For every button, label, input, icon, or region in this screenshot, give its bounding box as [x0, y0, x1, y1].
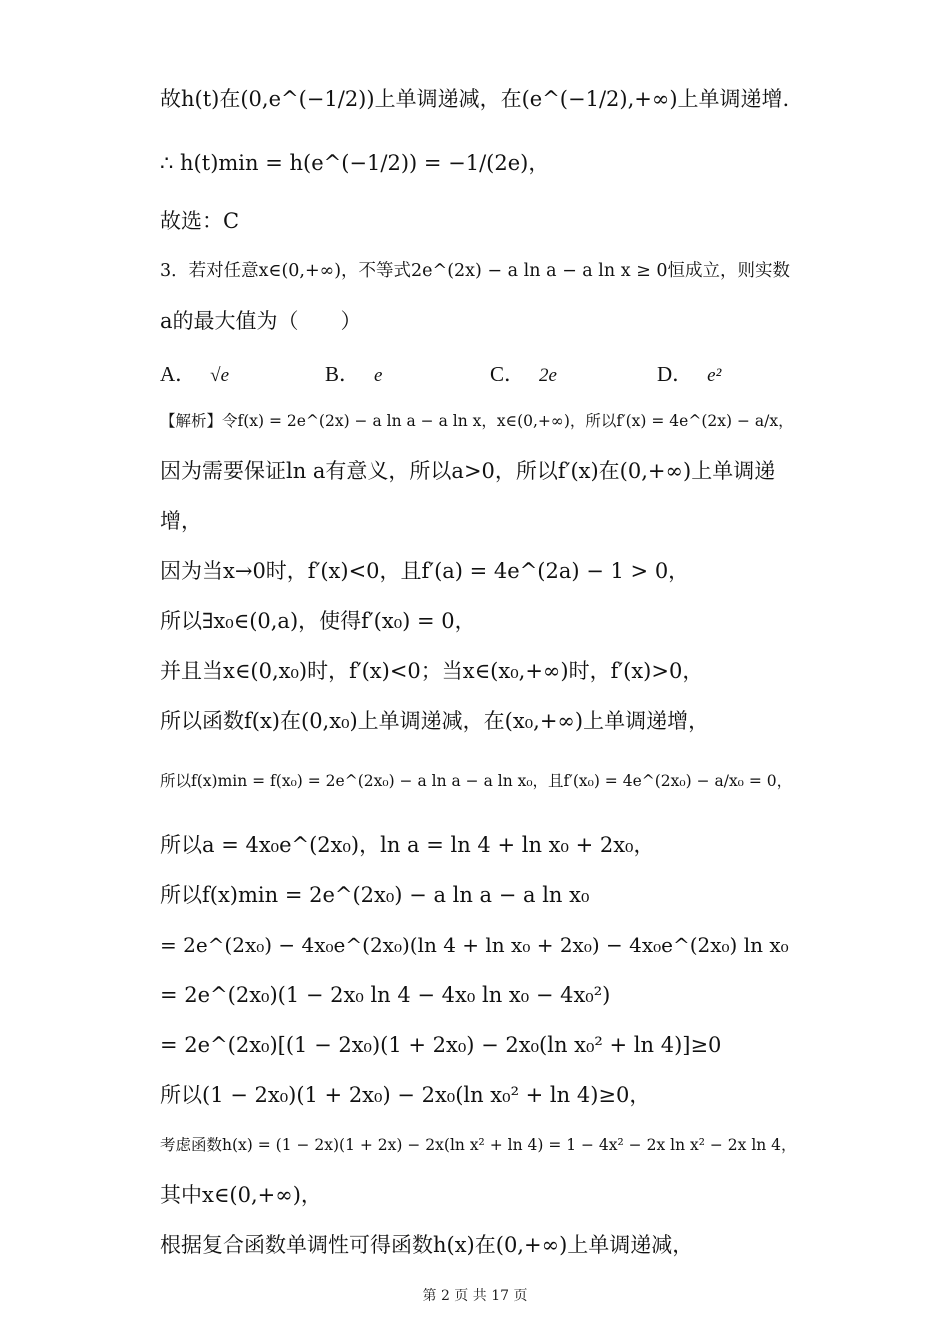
solution-line: 所以函数f(x)在(0,x₀)上单调递减，在(x₀,+∞)上单调递增， — [160, 709, 710, 733]
option-value: 2e — [539, 365, 557, 386]
option-b — [325, 358, 382, 388]
option-a — [160, 358, 229, 388]
text-line: 故选：C — [160, 209, 240, 233]
question-text: 3．若对任意x∈(0,+∞)，不等式2e^(2x) − a ln a − a ln x ≥ 0恒成立，则实数 — [160, 261, 791, 281]
solution-line: 因为需要保证ln a有意义，所以a>0，所以f′(x)在(0,+∞)上单调递 — [160, 459, 776, 483]
text-line: 故h(t)在(0,e^(−1/2))上单调递减，在(e^(−1/2),+∞)上单调递增. — [160, 87, 790, 111]
answer-options — [160, 358, 800, 388]
option-label: B． — [325, 362, 361, 386]
page-footer: 第 2 页 共 17 页 — [422, 1288, 528, 1304]
solution-line: 因为当x→0时，f′(x)<0，且f′(a) = 4e^(2a) − 1 > 0， — [160, 559, 690, 583]
solution-line: 所以f(x)min = f(x₀) = 2e^(2x₀) − a ln a − a ln x₀，且f′(x₀) = 4e^(2x₀) − a/x₀ = 0， — [160, 772, 793, 790]
solution-line: = 2e^(2x₀) − 4x₀e^(2x₀)(ln 4 + ln x₀ + 2x₀) − 4x₀e^(2x₀) ln x₀ — [160, 933, 789, 957]
option-d — [657, 358, 721, 388]
solution-line: 所以f(x)min = 2e^(2x₀) − a ln a − a ln x₀ — [160, 883, 590, 907]
solution-line: = 2e^(2x₀)[(1 − 2x₀)(1 + 2x₀) − 2x₀(ln x₀² + ln 4)]≥0 — [160, 1033, 722, 1057]
option-value: e — [374, 365, 383, 386]
question-text: a的最大值为（ ） — [160, 309, 362, 333]
solution-line: 所以a = 4x₀e^(2x₀)，ln a = ln 4 + ln x₀ + 2x₀， — [160, 833, 655, 857]
option-label: D． — [657, 362, 694, 386]
solution-line: = 2e^(2x₀)(1 − 2x₀ ln 4 − 4x₀ ln x₀ − 4x₀²) — [160, 983, 611, 1007]
solution-line: 其中x∈(0,+∞)， — [160, 1183, 322, 1207]
solution-line: 所以∃x₀∈(0,a)，使得f′(x₀) = 0， — [160, 609, 476, 633]
solution-line: 所以(1 − 2x₀)(1 + 2x₀) − 2x₀(ln x₀² + ln 4)≥0， — [160, 1083, 651, 1107]
solution-line: 【解析】令f(x) = 2e^(2x) − a ln a − a ln x，x∈(0,+∞)，所以f′(x) = 4e^(2x) − a/x， — [160, 412, 794, 430]
option-value: √e — [210, 365, 230, 386]
option-label: C． — [490, 362, 526, 386]
solution-line: 增， — [160, 509, 202, 533]
solution-line: 并且当x∈(0,x₀)时，f′(x)<0；当x∈(x₀,+∞)时，f′(x)>0， — [160, 659, 704, 683]
text-line: ∴ h(t)min = h(e^(−1/2)) = −1/(2e)， — [160, 151, 550, 175]
solution-line: 根据复合函数单调性可得函数h(x)在(0,+∞)上单调递减， — [160, 1233, 694, 1257]
solution-line: 考虑函数h(x) = (1 − 2x)(1 + 2x) − 2x(ln x² + ln 4) = 1 − 4x² − 2x ln x² − 2x ln 4， — [160, 1136, 797, 1154]
option-value: e² — [707, 365, 722, 386]
option-label: A． — [160, 362, 197, 386]
option-c — [490, 358, 557, 388]
